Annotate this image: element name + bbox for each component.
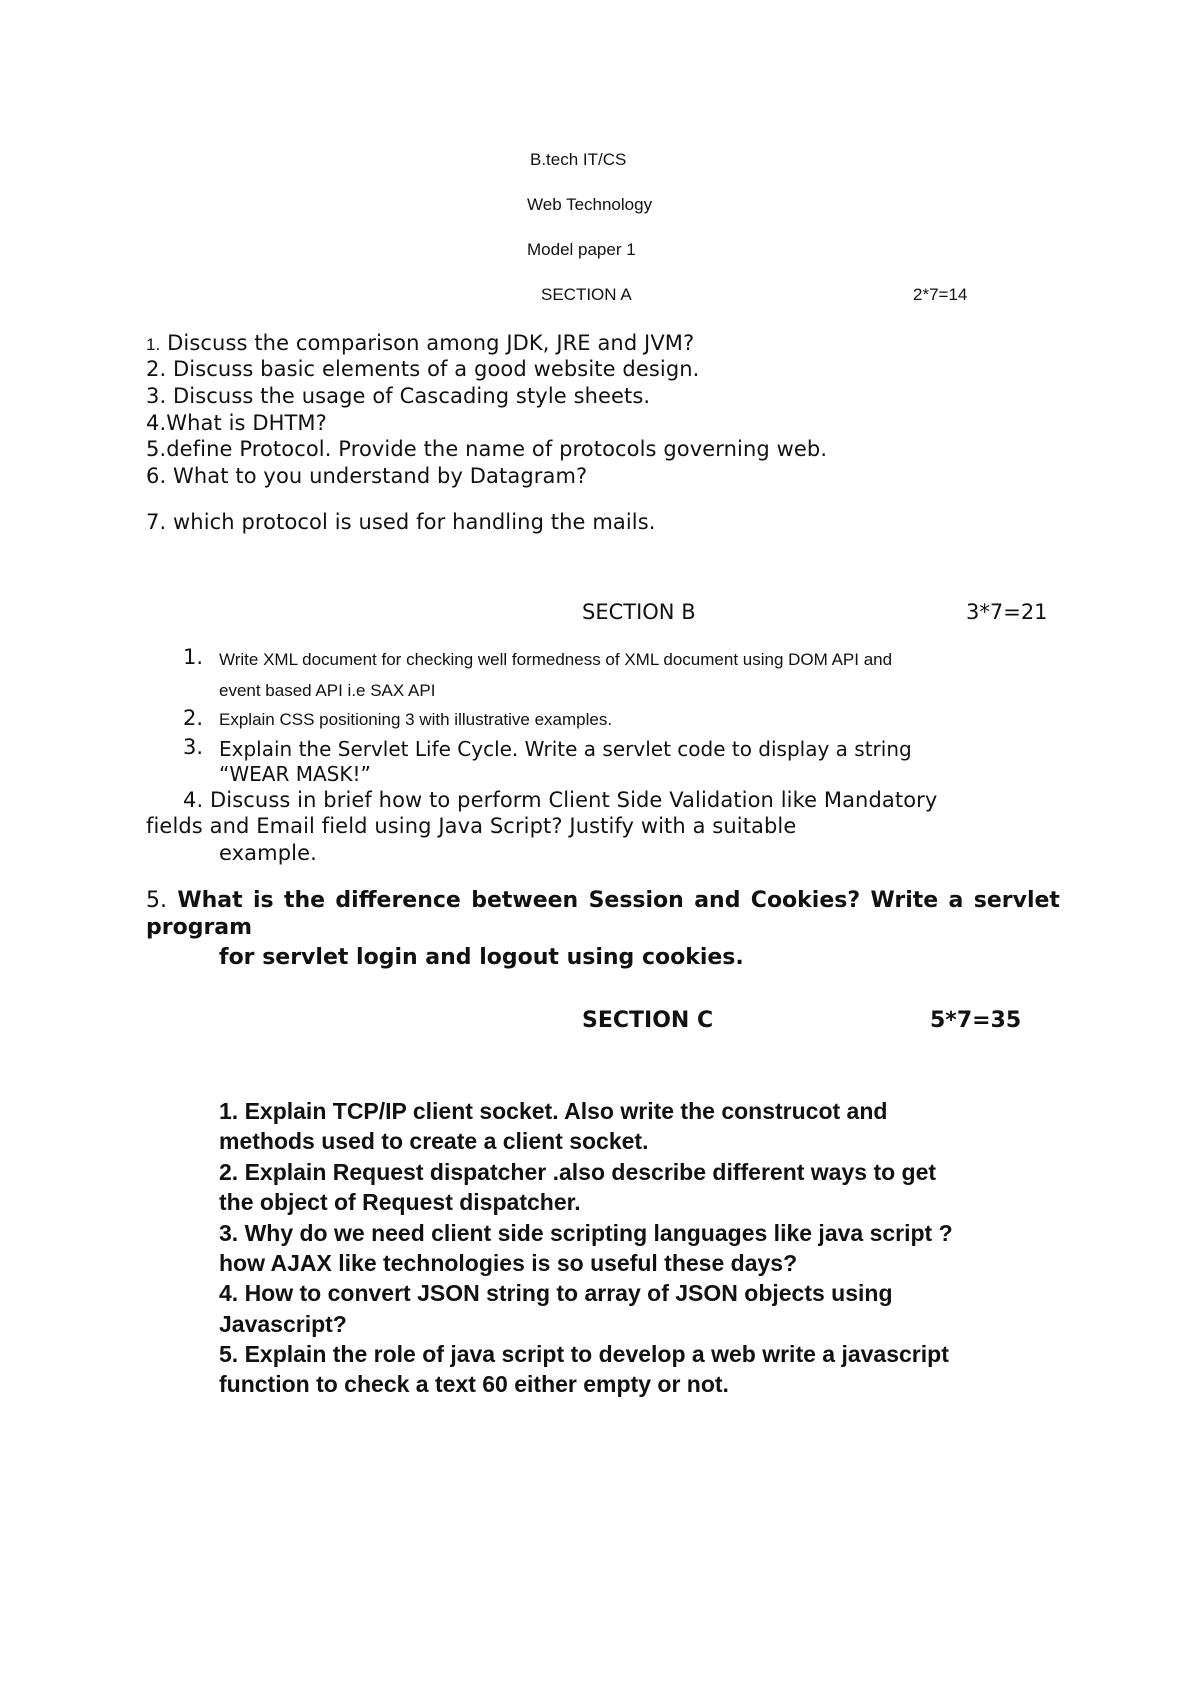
word: Cookies? bbox=[750, 888, 861, 913]
section-c-line-3: 2. Explain Request dispatcher .also describe different ways to get bbox=[219, 1159, 937, 1185]
section-a-question-7: 7. which protocol is used for handling the mails. bbox=[146, 510, 656, 534]
section-b-q4-line3: example. bbox=[219, 841, 317, 865]
word: Write bbox=[870, 888, 939, 913]
section-a-question-3: 3. Discuss the usage of Cascading style sheets. bbox=[146, 384, 651, 408]
section-b-q5-line3: for servlet login and logout using cookies. bbox=[219, 945, 744, 970]
section-c-line-2: methods used to create a client socket. bbox=[219, 1128, 649, 1154]
word: servlet bbox=[973, 888, 1060, 913]
word: difference bbox=[335, 888, 461, 913]
section-b-q5-line1 bbox=[146, 888, 1060, 913]
section-c-title: SECTION C bbox=[582, 1008, 714, 1033]
section-b-title: SECTION B bbox=[582, 600, 696, 624]
word: a bbox=[948, 888, 964, 913]
section-a-question-2: 2. Discuss basic elements of a good website design. bbox=[146, 357, 700, 381]
section-b-q3-line1: Explain the Servlet Life Cycle. Write a servlet code to display a string bbox=[219, 737, 912, 761]
section-b-q2-number: 2. bbox=[183, 706, 204, 730]
section-c-line-9: 5. Explain the role of java script to develop a web write a javascript bbox=[219, 1341, 949, 1367]
question-number: 5. bbox=[146, 888, 167, 913]
word: and bbox=[694, 888, 741, 913]
section-b-q1-line2: event based API i.e SAX API bbox=[219, 681, 436, 700]
word: What bbox=[177, 888, 243, 913]
section-b-q4-line2: fields and Email field using Java Script? Justify with a suitable bbox=[146, 814, 797, 838]
section-b-q1-number: 1. bbox=[183, 645, 204, 669]
section-c-line-5: 3. Why do we need client side scripting languages like java script ? bbox=[219, 1220, 953, 1246]
word: the bbox=[283, 888, 326, 913]
section-a-question-6: 6. What to you understand by Datagram? bbox=[146, 464, 588, 488]
question-number: 1. bbox=[146, 335, 161, 354]
word: is bbox=[252, 888, 274, 913]
section-c-line-1: 1. Explain TCP/IP client socket. Also write the construcot and bbox=[219, 1098, 888, 1124]
section-b-q2-text: Explain CSS positioning 3 with illustrative examples. bbox=[219, 710, 613, 729]
section-c-line-7: 4. How to convert JSON string to array of JSON objects using bbox=[219, 1280, 893, 1306]
section-a-question-4: 4.What is DHTM? bbox=[146, 411, 327, 435]
section-c-line-10: function to check a text 60 either empty or not. bbox=[219, 1371, 729, 1397]
word: between bbox=[471, 888, 579, 913]
section-a-marks: 2*7=14 bbox=[913, 285, 968, 304]
word: Session bbox=[588, 888, 684, 913]
section-c-line-8: Javascript? bbox=[219, 1311, 347, 1337]
section-b-q3-line2: “WEAR MASK!” bbox=[219, 762, 371, 786]
section-c-line-6: how AJAX like technologies is so useful these days? bbox=[219, 1250, 798, 1276]
section-c-marks: 5*7=35 bbox=[930, 1008, 1022, 1033]
section-b-q5-line2: program bbox=[146, 915, 253, 940]
section-a-question-1 bbox=[146, 331, 694, 355]
section-a-title: SECTION A bbox=[541, 285, 632, 304]
question-text: Discuss the comparison among JDK, JRE and JVM? bbox=[160, 331, 695, 355]
subject-title: Web Technology bbox=[527, 195, 653, 214]
paper-title: Model paper 1 bbox=[527, 240, 636, 259]
section-b-q3-number: 3. bbox=[183, 735, 204, 759]
section-b-q1-line1: Write XML document for checking well formedness of XML document using DOM API and bbox=[219, 650, 893, 669]
section-c-line-4: the object of Request dispatcher. bbox=[219, 1189, 581, 1215]
section-b-marks: 3*7=21 bbox=[966, 600, 1048, 624]
course-title: B.tech IT/CS bbox=[530, 150, 627, 169]
section-b-q4-line1: 4. Discuss in brief how to perform Client Side Validation like Mandatory bbox=[183, 788, 938, 812]
section-a-question-5: 5.define Protocol. Provide the name of protocols governing web. bbox=[146, 437, 828, 461]
